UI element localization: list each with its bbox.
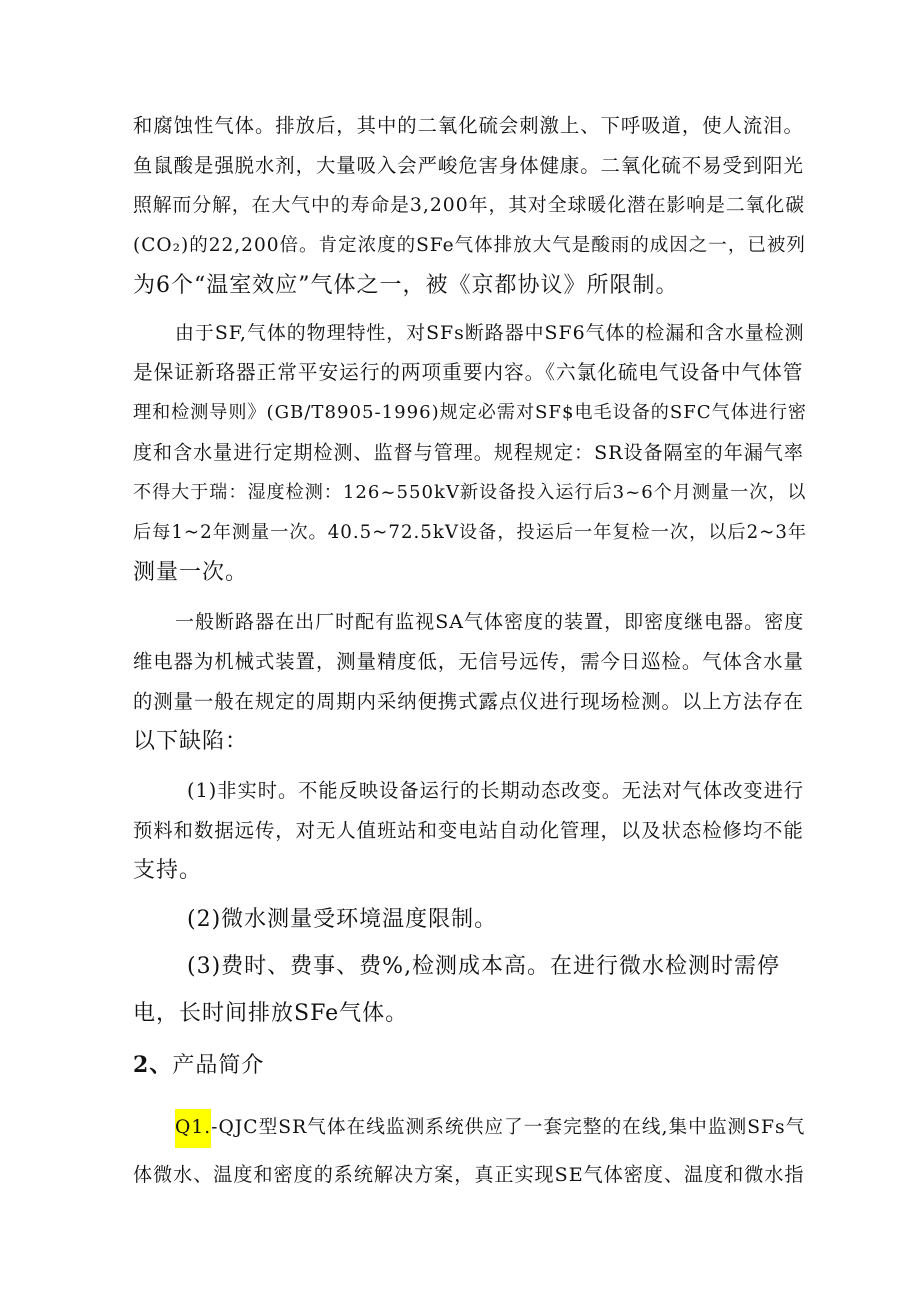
section-separator: 、	[149, 1052, 173, 1078]
section-title: 产品简介	[172, 1053, 265, 1078]
paragraph-line: 度和含水量进行定期检测、监督与管理。规程规定：SR设备隔室的年漏气率	[133, 442, 804, 464]
paragraph-text: -QJC型SR气体在线监测系统供应了一套完整的在线,集中监测SFs气	[211, 1117, 806, 1138]
paragraph-line: 后每1~2年测量一次。40.5~72.5kV设备，投运后一年复检一次，以后2~3年	[133, 522, 808, 543]
paragraph-line: 和腐蚀性气体。排放后，其中的二氧化硫会刺激上、下呼吸道，使人流泪。	[133, 114, 804, 137]
paragraph-line	[175, 1113, 805, 1143]
section-number: 2	[133, 1052, 150, 1078]
list-item-line: 支持。	[133, 858, 203, 883]
paragraph-line: 由于SF,气体的物理特性，对SFs断路器中SF6气体的检漏和含水量检测	[175, 322, 805, 344]
paragraph-line: 一般断路器在出厂时配有监视SA气体密度的装置，即密度继电器。密度	[175, 611, 805, 633]
paragraph-line: 维电器为机械式装置，测量精度低，无信号远传，需今日巡检。气体含水量	[133, 650, 804, 673]
paragraph-line: 的测量一般在规定的周期内采纳便携式露点仪进行现场检测。以上方法存在	[133, 690, 804, 713]
list-item-line: 预料和数据远传，对无人值班站和变电站自动化管理，以及状态检修均不能	[133, 819, 804, 842]
list-item-line: (1)非实时。不能反映设备运行的长期动态改变。无法对气体改变进行	[187, 779, 805, 802]
list-item-line: (2)微水测量受环境温度限制。	[187, 907, 498, 932]
highlighted-text: Q1.	[175, 1109, 211, 1148]
paragraph-line: 理和检测导则》(GB/T8905-1996)规定必需对SF$电毛设备的SFC气体进行密	[133, 402, 808, 423]
list-item-line: (3)费时、费事、费%,检测成本高。在进行微水检测时需停	[187, 954, 781, 979]
paragraph-line: 是保证新珞器正常平安运行的两项重要内容。《六氯化硫电气设备中气体管	[133, 361, 804, 384]
paragraph-line: 不得大于瑞：湿度检测：126~550kV新设备投入运行后3~6个月测量一次，以	[133, 482, 807, 503]
list-item-line: 电，长时间排放SFe气体。	[133, 1001, 409, 1026]
paragraph-line: 测量一次。	[133, 560, 249, 585]
paragraph-line: (CO₂)的22,200倍。肯定浓度的SFe气体排放大气是酸雨的成因之一，已被列	[133, 235, 806, 256]
paragraph-line: 鱼鼠酸是强脱水剂，大量吸入会严峻危害身体健康。二氧化硫不易受到阳光	[133, 154, 804, 177]
paragraph-line: 为6个“温室效应”气体之一，被《京都协议》所限制。	[133, 273, 679, 298]
paragraph-line: 以下缺陷：	[133, 729, 249, 754]
section-heading	[133, 1050, 264, 1081]
paragraph-line: 体微水、温度和密度的系统解决方案，真正实现SE气体密度、温度和微水指	[133, 1164, 805, 1186]
paragraph-line: 照解而分解，在大气中的寿命是3,200年，其对全球暖化潜在影响是二氧化碳	[133, 195, 805, 216]
